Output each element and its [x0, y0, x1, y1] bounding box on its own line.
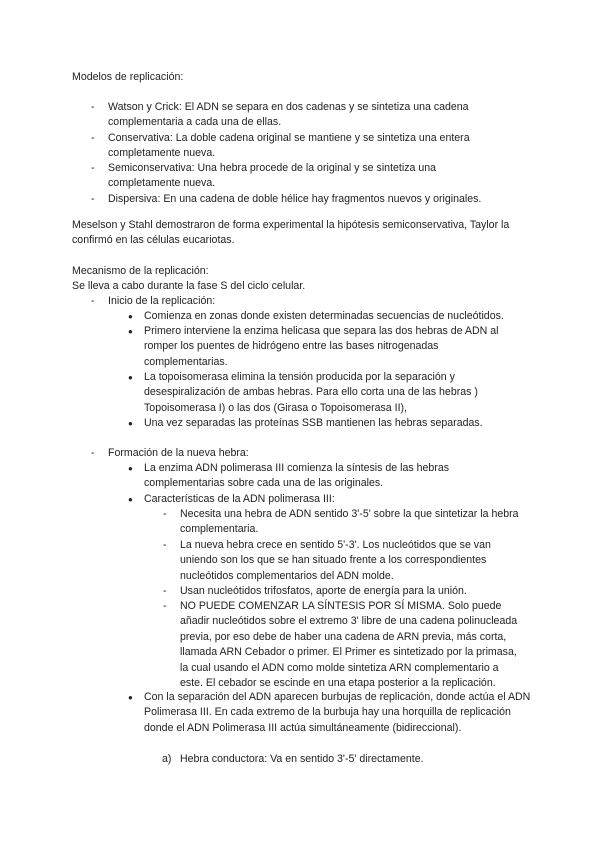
- dash-marker: -: [91, 447, 95, 459]
- list-item-label: Inicio de la replicación:: [108, 295, 216, 307]
- bullet-text: La enzima ADN polimerasa III comienza la síntesis de las hebras complementarias sobre cada una de las originales.: [144, 462, 450, 490]
- lettered-item-text: Hebra conductora: Va en sentido 3'-5' directamente.: [180, 753, 424, 765]
- list-item: [91, 192, 548, 207]
- sub-list-item: [163, 599, 524, 691]
- sub-list-item: [163, 507, 520, 538]
- sub-list-item: [163, 584, 540, 599]
- bullet-text: Características de la ADN polimerasa III:: [144, 493, 335, 505]
- bullet-item: [128, 461, 484, 492]
- dash-marker: -: [91, 295, 95, 307]
- bullet-marker: ●: [128, 373, 133, 382]
- dash-marker: -: [163, 508, 167, 520]
- bullet-text: La topoisomerasa elimina la tensión producida por la separación y desespiralización de ambas hebras. Para ello corta una de las hebras ) Topoisomerasa I) o las dos (Girasa o Topoisomerasa II),: [144, 371, 478, 414]
- sub-list-item: [163, 538, 520, 584]
- sub-list-item-text: Necesita una hebra de ADN sentido 3'-5' sobre la que sintetizar la hebra complementaria.: [180, 508, 519, 536]
- dash-marker: -: [91, 132, 95, 144]
- section-intro: Se lleva a cabo durante la fase S del ciclo celular.: [72, 280, 306, 292]
- list-item: [91, 131, 490, 162]
- list-item-text: Dispersiva: En una cadena de doble hélice hay fragmentos nuevos y originales.: [108, 193, 482, 205]
- bullet-item: [128, 370, 512, 416]
- section-heading-mecanismo: Mecanismo de la replicación:: [72, 265, 209, 277]
- bullet-text: Una vez separadas las proteínas SSB mantienen las hebras separadas.: [144, 417, 483, 429]
- list-item: [91, 161, 478, 192]
- bullet-text: Primero interviene la enzima helicasa que separa las dos hebras de ADN al romper los puentes de hidrógeno entre las bases nitrogenadas complementarias.: [144, 325, 499, 368]
- list-item-inicio: [91, 294, 528, 309]
- bullet-item: [128, 309, 544, 324]
- bullet-item: [128, 416, 544, 431]
- sub-list-item-text: La nueva hebra crece en sentido 5'-3'. Los nucleótidos que se van uniendo son los que se han situado frente a los correspondientes nucleótidos complementarios del ADN molde.: [180, 539, 491, 582]
- list-item-text: Semiconservativa: Una hebra procede de la original y se sintetiza una completamente nueva.: [108, 162, 437, 190]
- dash-marker: -: [163, 539, 167, 551]
- sub-list-item-text: Usan nucleótidos trifosfatos, aporte de energía para la unión.: [180, 585, 467, 597]
- bullet-item: [128, 492, 544, 507]
- list-item-label: Formación de la nueva hebra:: [108, 447, 249, 459]
- list-item-formacion: [91, 446, 528, 461]
- section-heading-modelos: Modelos de replicación:: [72, 71, 184, 83]
- list-item-text: Conservativa: La doble cadena original se mantiene y se sintetiza una entera completamente nueva.: [108, 132, 470, 160]
- bullet-marker: ●: [128, 419, 133, 428]
- bullet-marker: ●: [128, 464, 133, 473]
- lettered-item: [162, 752, 520, 767]
- bullet-item: [128, 690, 532, 736]
- bullet-marker: ●: [128, 312, 133, 321]
- bullet-marker: ●: [128, 693, 133, 702]
- letter-marker: a): [162, 753, 172, 765]
- dash-marker: -: [91, 193, 95, 205]
- paragraph-meselson: Meselson y Stahl demostraron de forma experimental la hipótesis semiconservativa, Taylor la confirmó en las células eucariotas.: [72, 219, 510, 247]
- bullet-item: [128, 324, 520, 370]
- dash-marker: -: [91, 162, 95, 174]
- bullet-text: Con la separación del ADN aparecen burbujas de replicación, donde actúa el ADN Polimerasa III. En cada extremo de la burbuja hay una horquilla de replicación donde el ADN Polimerasa III actúa simultáneamente (bidireccional).: [144, 691, 531, 734]
- bullet-marker: ●: [128, 327, 133, 336]
- bullet-marker: ●: [128, 495, 133, 504]
- dash-marker: -: [91, 101, 95, 113]
- sub-list-item-text: NO PUEDE COMENZAR LA SÍNTESIS POR SÍ MISMA. Solo puede añadir nucleótidos sobre el extremo 3' libre de una cadena polinucleada previa, por eso debe de haber una cadena de ARN previa, más corta, llamada ARN Cebador o primer. El Primer es sintetizado por la primasa, la cual usando el ADN como molde sintetiza ARN complementario a este. El cebador se escinde en una etapa posterior a la replicación.: [180, 600, 518, 690]
- list-item-text: Watson y Crick: El ADN se separa en dos cadenas y se sintetiza una cadena complementaria a cada una de ellas.: [108, 101, 469, 129]
- list-item: [91, 100, 528, 131]
- dash-marker: -: [163, 585, 167, 597]
- dash-marker: -: [163, 600, 167, 612]
- bullet-text: Comienza en zonas donde existen determinadas secuencias de nucleótidos.: [144, 310, 504, 322]
